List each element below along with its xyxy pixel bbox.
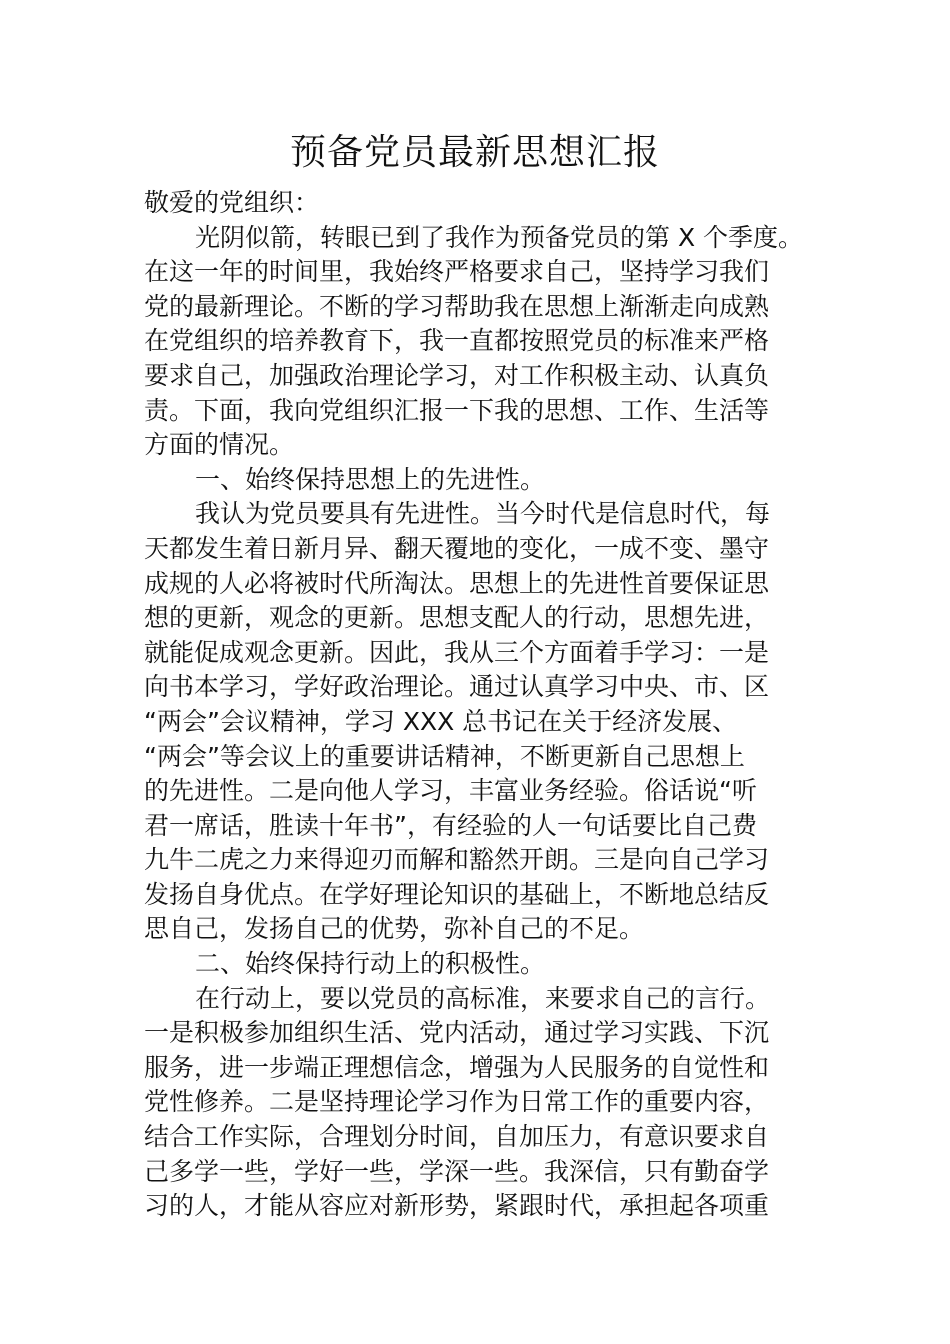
text-line: 君一席话，胜读十年书”，有经验的人一句话要比自己费: [144, 810, 757, 840]
text-line: 向书本学习，学好政治理论。通过认真学习中央、市、区: [144, 672, 770, 702]
text-line: “两会”会议精神，学习 XXX 总书记在关于经济发展、: [144, 706, 738, 736]
text-line: 责。下面，我向党组织汇报一下我的思想、工作、生活等: [144, 395, 770, 425]
text-line: 二、始终保持行动上的积极性。: [195, 949, 546, 979]
text-line: 光阴似箭，转眼已到了我作为预备党员的第 X 个季度。: [195, 222, 804, 252]
text-line: 思自己，发扬自己的优势，弥补自己的不足。: [144, 914, 645, 944]
text-line: 在行动上，要以党员的高标准，来要求自己的言行。: [195, 983, 771, 1013]
page-title: 预备党员最新思想汇报: [289, 132, 660, 173]
text-line: 我认为党员要具有先进性。当今时代是信息时代，每: [195, 499, 771, 529]
text-line: 一是积极参加组织生活、党内活动，通过学习实践、下沉: [144, 1018, 770, 1048]
text-line: 敬爱的党组织：: [144, 188, 320, 217]
text-line: 一、始终保持思想上的先进性。: [195, 464, 546, 494]
text-line: 的先进性。二是向他人学习，丰富业务经验。俗话说“听: [144, 776, 757, 806]
text-line: 结合工作实际，合理划分时间，自加压力，有意识要求自: [144, 1122, 770, 1152]
text-line: 方面的情况。: [144, 430, 295, 460]
text-line: 在这一年的时间里，我始终严格要求自己，坚持学习我们: [144, 257, 770, 287]
text-line: 想的更新，观念的更新。思想支配人的行动，思想先进，: [144, 603, 770, 633]
text-line: 就能促成观念更新。因此，我从三个方面着手学习：一是: [144, 637, 770, 667]
text-line: “两会”等会议上的重要讲话精神，不断更新自己思想上: [144, 741, 745, 771]
text-line: 党性修养。二是坚持理论学习作为日常工作的重要内容，: [144, 1087, 770, 1117]
text-line: 己多学一些，学好一些，学深一些。我深信，只有勤奋学: [144, 1156, 770, 1186]
text-line: 成规的人必将被时代所淘汰。思想上的先进性首要保证思: [144, 568, 770, 598]
text-line: 九牛二虎之力来得迎刃而解和豁然开朗。三是向自己学习: [144, 845, 770, 875]
text-line: 在党组织的培养教育下，我一直都按照党员的标准来严格: [144, 326, 770, 356]
document-body: [144, 186, 806, 1224]
text-line: 要求自己，加强政治理论学习，对工作积极主动、认真负: [144, 360, 770, 390]
text-line: 习的人，才能从容应对新形势，紧跟时代，承担起各项重: [144, 1191, 770, 1221]
text-line: 天都发生着日新月异、翻天覆地的变化，一成不变、墨守: [144, 533, 770, 563]
text-line: 党的最新理论。不断的学习帮助我在思想上渐渐走向成熟: [144, 291, 770, 321]
text-line: 服务，进一步端正理想信念，增强为人民服务的自觉性和: [144, 1052, 770, 1082]
text-line: 发扬自身优点。在学好理论知识的基础上，不断地总结反: [144, 879, 770, 909]
